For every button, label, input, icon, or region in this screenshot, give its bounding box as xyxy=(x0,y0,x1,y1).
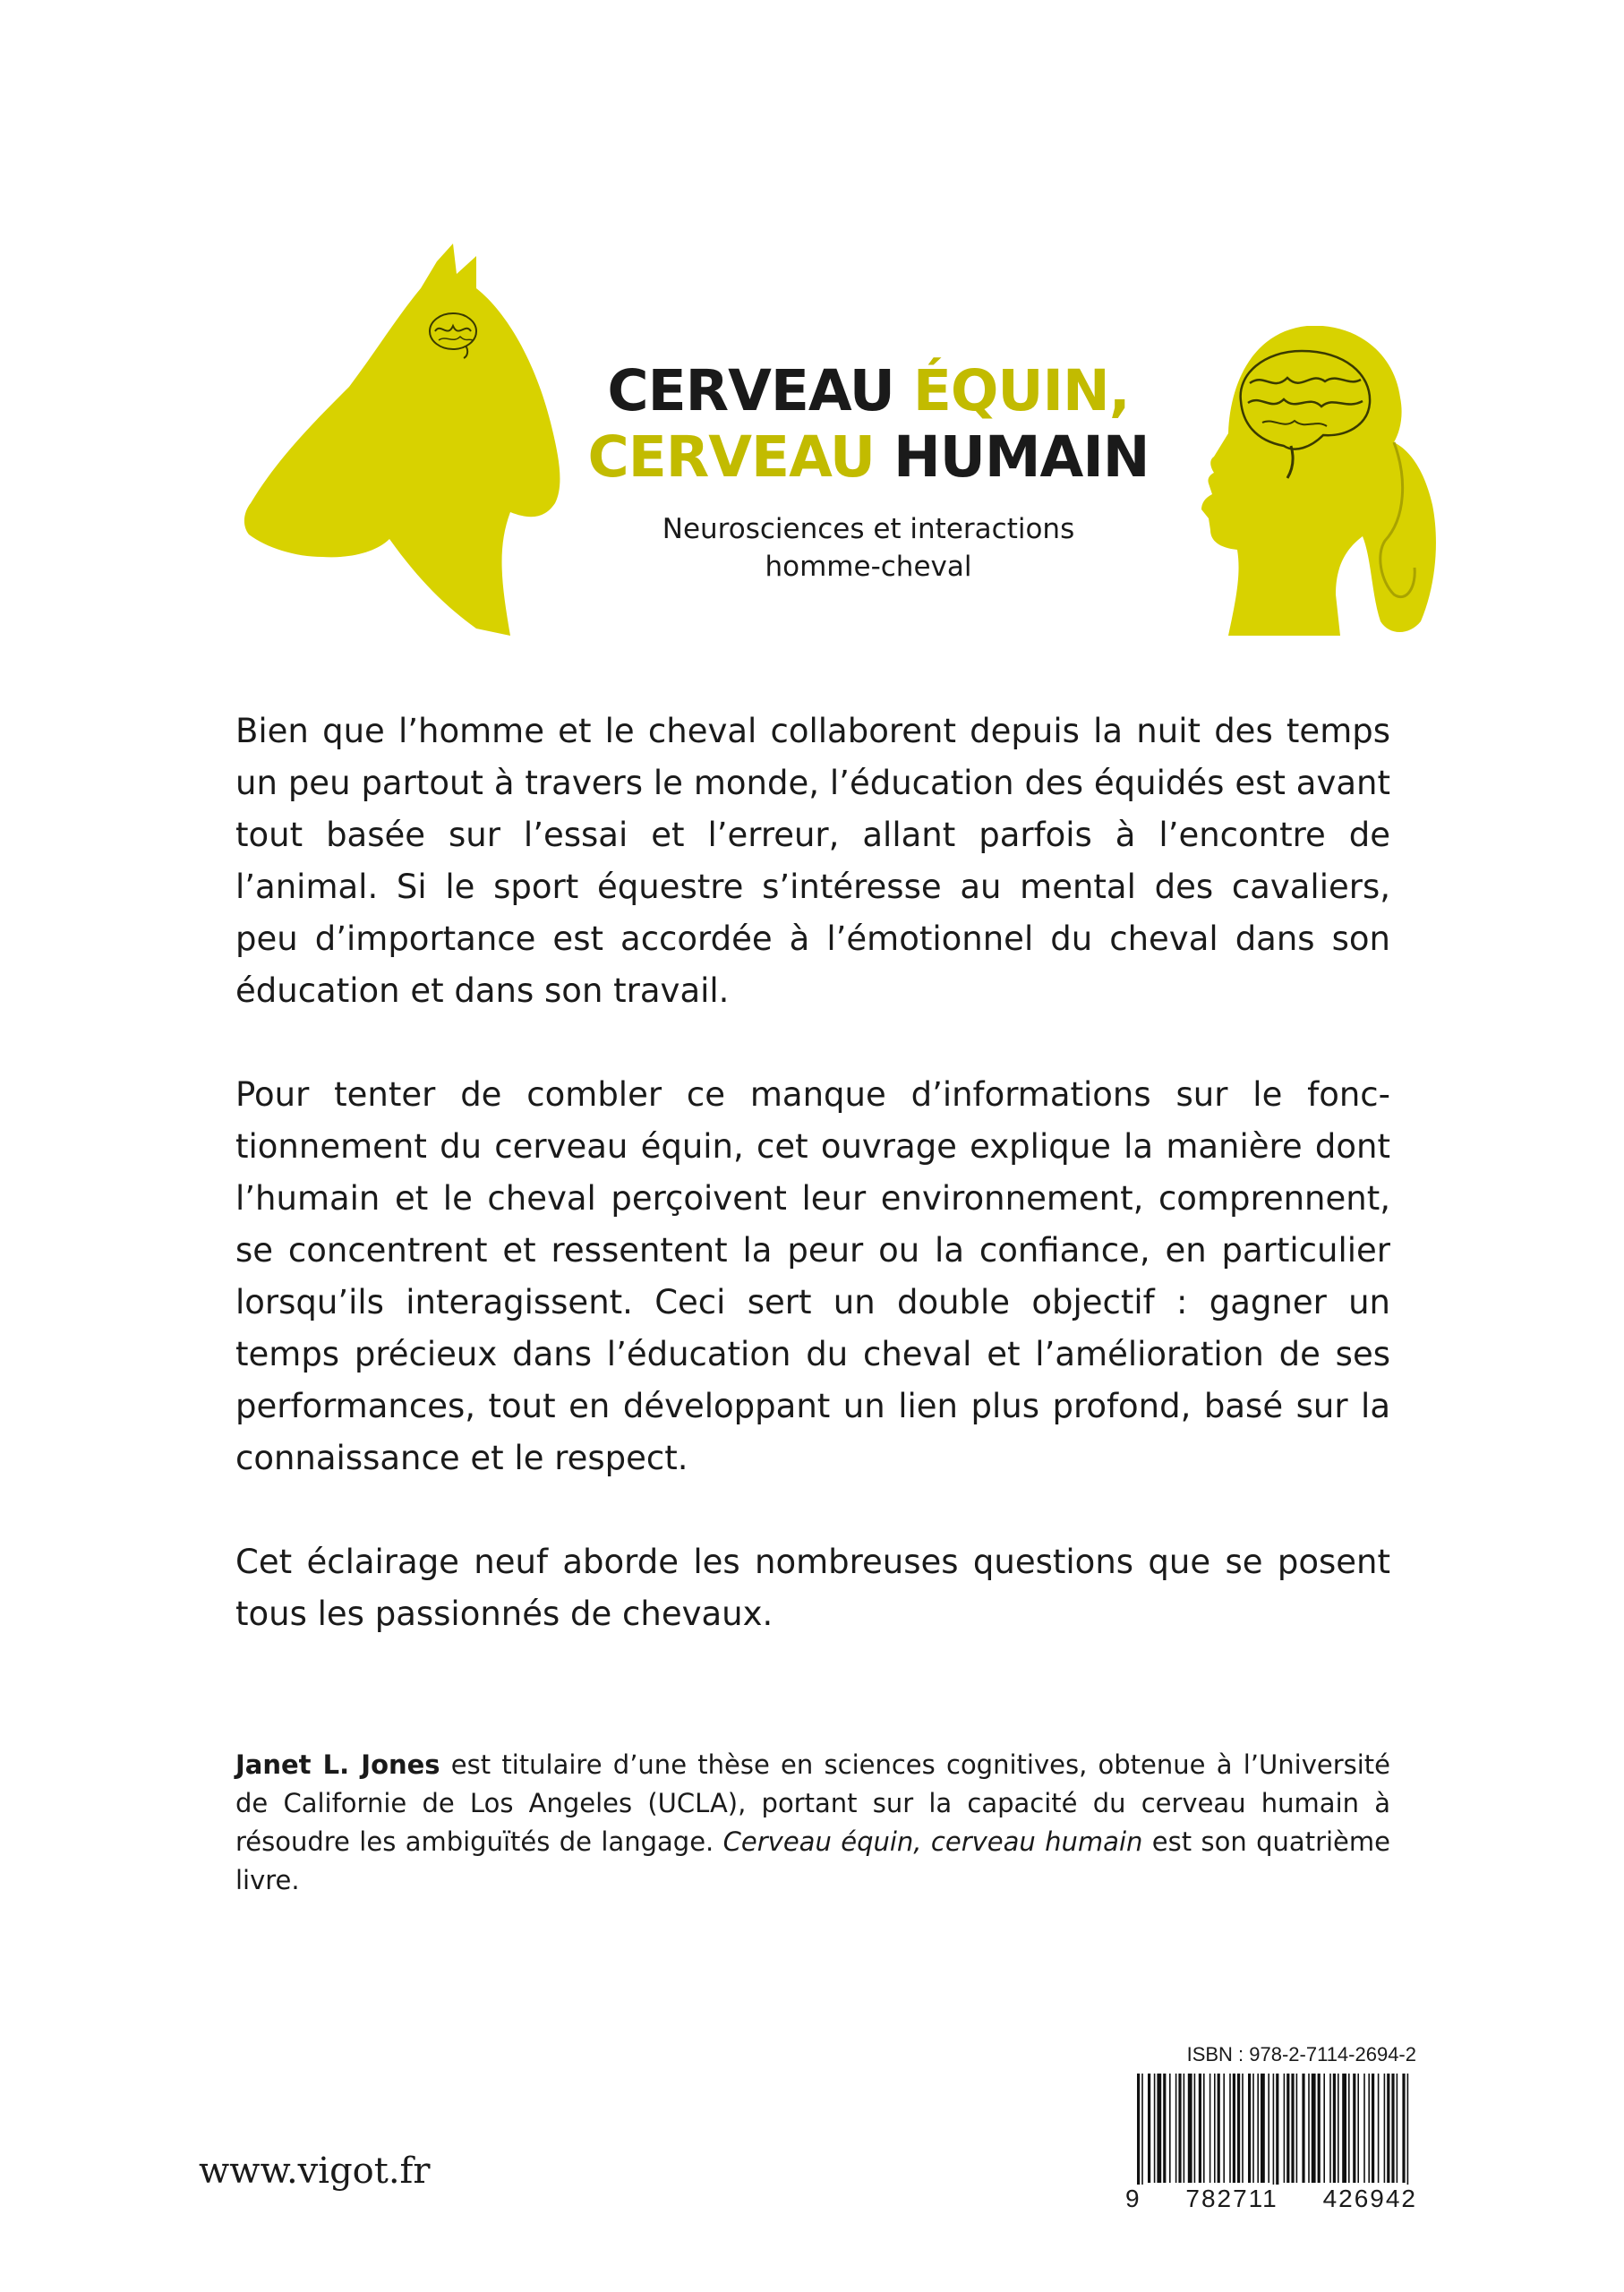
barcode-bar xyxy=(1348,2074,1350,2183)
barcode-bar xyxy=(1291,2074,1294,2183)
barcode-bar xyxy=(1242,2074,1244,2183)
publisher-url[interactable]: www.vigot.fr xyxy=(199,2151,431,2192)
barcode-bar xyxy=(1209,2074,1211,2183)
blurb xyxy=(235,706,1390,1692)
title-word-cerveau-1: CERVEAU xyxy=(607,358,913,423)
title-word-humain: HUMAIN xyxy=(893,424,1150,490)
barcode-bar xyxy=(1214,2074,1216,2183)
barcode-bar xyxy=(1378,2074,1380,2183)
barcode-bar xyxy=(1248,2074,1251,2183)
barcode-bar xyxy=(1353,2074,1355,2183)
blurb-paragraph-1: Bien que l’homme et le cheval collaborent depuis la nuit des temps un peu partout à travers le monde, l’éducation des équidés est avant tout basée sur l’essai et l’erreur, allant parfois à l’encontre de l’animal. Si le sport équestre s’intéresse au mental des cavaliers, peu d’importance est accordée à l’émotionnel du cheval dans son éducation et dans son travail. xyxy=(235,712,1390,1010)
barcode-bar xyxy=(1237,2074,1240,2183)
barcode-bar xyxy=(1163,2074,1166,2183)
blurb-paragraph-2: Pour tenter de combler ce manque d’informations sur le fonctionnement du cerveau équin, cet ouvrage explique la manière dont l’humain et le cheval perçoivent leur environnement, comprennent, se concentrent et ressentent la peur ou la confiance, en particulier lorsqu’ils interagissent. Ceci sert un double objectif : gagner un temps précieux dans l’éducation du cheval et l’amélioration de ses performances, tout en développant un lien plus profond, basé sur la connaissance et le respect. xyxy=(235,1075,1390,1477)
subtitle-line-2: homme-cheval xyxy=(765,551,972,583)
barcode-bar xyxy=(1268,2074,1269,2183)
barcode-digits xyxy=(1124,2185,1419,2213)
barcode-bar xyxy=(1368,2074,1370,2183)
barcode-bar xyxy=(1154,2074,1156,2183)
title-line-2 xyxy=(537,424,1200,491)
barcode-bar xyxy=(1384,2074,1386,2183)
barcode-bar xyxy=(1312,2074,1316,2183)
barcode-bar xyxy=(1273,2074,1275,2199)
barcode-digit-prefix: 9 xyxy=(1125,2185,1141,2212)
barcode-bar xyxy=(1194,2074,1196,2183)
barcode-digit-group-2: 426942 xyxy=(1322,2185,1417,2212)
barcode-bar xyxy=(1407,2074,1409,2199)
bio-book-title: Cerveau équin, cerveau humain xyxy=(722,1826,1143,1857)
barcode-bar xyxy=(1363,2074,1365,2183)
barcode-bar xyxy=(1148,2074,1150,2183)
barcode-bar xyxy=(1188,2074,1192,2183)
subtitle-line-1: Neurosciences et interactions xyxy=(662,513,1075,545)
barcode-bar xyxy=(1261,2074,1265,2183)
barcode-bar xyxy=(1402,2074,1405,2183)
barcode-bar xyxy=(1323,2074,1325,2183)
barcode-digit-group-1: 782711 xyxy=(1185,2185,1278,2212)
barcode-bar xyxy=(1184,2074,1185,2183)
horse-head-illustration xyxy=(242,244,564,636)
title-line-1 xyxy=(537,358,1200,424)
barcode-bar xyxy=(1329,2074,1331,2183)
barcode-bar xyxy=(1257,2074,1259,2183)
barcode-bar xyxy=(1157,2074,1161,2183)
barcode-bar xyxy=(1372,2074,1374,2183)
barcode-bar xyxy=(1175,2074,1177,2183)
barcode-bar xyxy=(1223,2074,1225,2183)
barcode-bar xyxy=(1284,2074,1286,2183)
barcode-bar xyxy=(1233,2074,1235,2183)
title-word-equin: ÉQUIN, xyxy=(912,358,1130,423)
barcode-bar xyxy=(1141,2074,1143,2199)
barcode-bar xyxy=(1333,2074,1336,2183)
barcode-bar xyxy=(1276,2074,1278,2199)
barcode-bar xyxy=(1218,2074,1220,2183)
bio-text-2: est son quatrième livre. xyxy=(235,1826,1390,1895)
barcode-bar xyxy=(1387,2074,1389,2183)
barcode-bar xyxy=(1286,2074,1289,2183)
title-block xyxy=(537,358,1200,586)
subtitle xyxy=(537,510,1200,586)
bio-text-1: est titulaire d’une thèse en sciences cognitives, obtenue à l’Université de Californie de Los Angeles (UCLA), portant sur la capacité du cerveau humain à résoudre les ambiguïtés de langage. xyxy=(235,1749,1390,1857)
barcode-bar xyxy=(1178,2074,1181,2183)
barcode-bar xyxy=(1391,2074,1394,2183)
barcode-bar xyxy=(1229,2074,1231,2183)
girl-head-illustration xyxy=(1201,326,1443,636)
barcode-bar xyxy=(1203,2074,1205,2183)
isbn-label: ISBN : 978-2-7114-2694-2 xyxy=(1186,2043,1416,2065)
barcode-bar xyxy=(1169,2074,1171,2183)
barcode-bar xyxy=(1296,2074,1298,2183)
barcode-bar xyxy=(1302,2074,1304,2183)
barcode-bar xyxy=(1357,2074,1359,2183)
barcode-bar xyxy=(1308,2074,1310,2183)
author-bio xyxy=(235,1746,1390,1900)
barcode-bar xyxy=(1137,2074,1140,2199)
barcode-bar xyxy=(1199,2074,1201,2183)
barcode-bar xyxy=(1342,2074,1346,2183)
blurb-paragraph-3: Cet éclairage neuf aborde les nombreuses questions que se posent tous les passionnés de chevaux. xyxy=(235,1543,1390,1633)
author-name: Janet L. Jones xyxy=(235,1749,440,1780)
title-word-cerveau-2: CERVEAU xyxy=(587,424,893,490)
barcode-bar xyxy=(1397,2074,1398,2183)
barcode-bar xyxy=(1338,2074,1339,2183)
barcode-bar xyxy=(1318,2074,1321,2183)
barcode-bar xyxy=(1252,2074,1254,2183)
